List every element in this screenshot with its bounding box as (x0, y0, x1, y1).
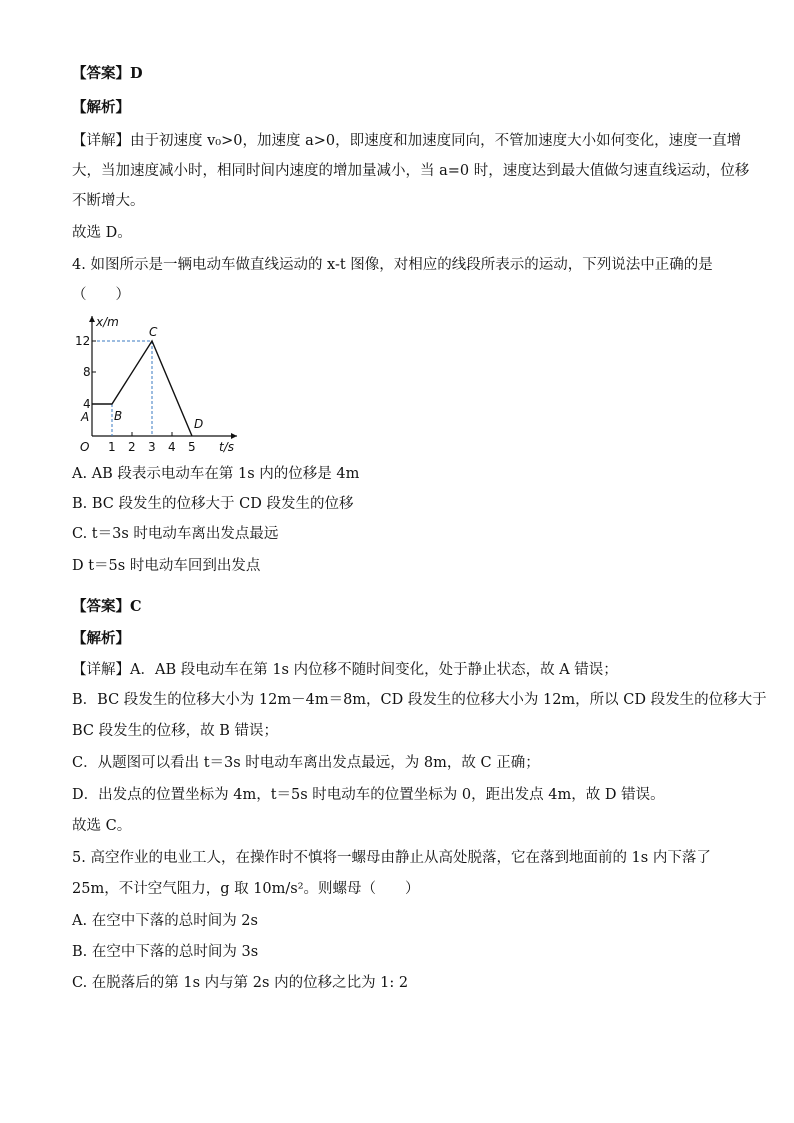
q5-option-a: A. 在空中下落的总时间为 2s (72, 913, 258, 929)
q3-analysis-heading: 【解析】 (72, 99, 130, 116)
y-axis-arrow-icon (89, 316, 95, 322)
y-tick-label: 8 (83, 365, 91, 379)
q4-detail-c: C．从题图可以看出 t＝3s 时电动车离出发点最远，为 8m，故 C 正确； (72, 755, 540, 771)
q4-option-c: C. t＝3s 时电动车离出发点最远 (72, 526, 279, 542)
q4-analysis-heading: 【解析】 (72, 630, 130, 647)
q3-conclusion: 故选 D。 (72, 225, 132, 241)
q3-detail-line-1: 【详解】由于初速度 v₀>0，加速度 a>0，即速度和加速度同向，不管加速度大小如何变化，速度一直增 (72, 133, 742, 149)
q4-option-b: B. BC 段发生的位移大于 CD 段发生的位移 (72, 496, 354, 512)
q4-stem-line-2: （ ） (72, 287, 130, 303)
x-tick-label: 2 (128, 440, 136, 454)
point-label-c: C (149, 325, 158, 339)
q4-detail-b-line-2: BC 段发生的位移，故 B 错误； (72, 723, 279, 739)
q3-answer: 【答案】D (72, 65, 143, 82)
q5-stem-line-2: 25m，不计空气阻力，g 取 10m/s²。则螺母（ ） (72, 881, 420, 897)
xt-motion-line (92, 341, 192, 436)
q3-detail-line-2: 大，当加速度减小时，相同时间内速度的增加量减小，当 a=0 时，速度达到最大值做匀速直线运动，位移 (72, 163, 750, 179)
point-label-b: B (114, 409, 123, 423)
origin-label: O (80, 440, 90, 454)
q4-conclusion: 故选 C。 (72, 818, 132, 834)
y-tick-label: 12 (75, 334, 91, 348)
x-tick-label: 1 (108, 440, 116, 454)
x-tick-label: 4 (168, 440, 176, 454)
q4-option-a: A. AB 段表示电动车在第 1s 内的位移是 4m (72, 466, 360, 482)
q5-option-b: B. 在空中下落的总时间为 3s (72, 944, 259, 960)
point-label-d: D (194, 417, 204, 431)
q4-xt-graph (72, 310, 242, 460)
q5-option-c: C. 在脱落后的第 1s 内与第 2s 内的位移之比为 1: 2 (72, 975, 409, 991)
x-axis-label: t/s (219, 440, 234, 454)
q5-stem-line-1: 5. 高空作业的电业工人，在操作时不慎将一螺母由静止从高处脱落，它在落到地面前的 1s 内下落了 (72, 850, 711, 866)
x-axis-arrow-icon (231, 433, 237, 439)
q4-answer: 【答案】C (72, 598, 142, 615)
q4-option-d: D t＝5s 时电动车回到出发点 (72, 558, 261, 574)
x-tick-label: 3 (148, 440, 156, 454)
y-tick-label: 4 (83, 397, 91, 411)
q4-detail-a: 【详解】A．AB 段电动车在第 1s 内位移不随时间变化，处于静止状态，故 A 错误； (72, 662, 618, 678)
point-label-a: A (81, 410, 90, 424)
q3-detail-line-3: 不断增大。 (72, 193, 145, 209)
y-axis-label: x/m (96, 315, 119, 329)
q4-detail-d: D．出发点的位置坐标为 4m，t＝5s 时电动车的位置坐标为 0，距出发点 4m，故 D 错误。 (72, 787, 665, 803)
x-tick-label: 5 (188, 440, 196, 454)
q4-stem-line-1: 4. 如图所示是一辆电动车做直线运动的 x-t 图像，对相应的线段所表示的运动，下列说法中正确的是 (72, 257, 713, 273)
q4-detail-b-line-1: B．BC 段发生的位移大小为 12m－4m＝8m，CD 段发生的位移大小为 12m，所以 CD 段发生的位移大于 (72, 692, 767, 708)
